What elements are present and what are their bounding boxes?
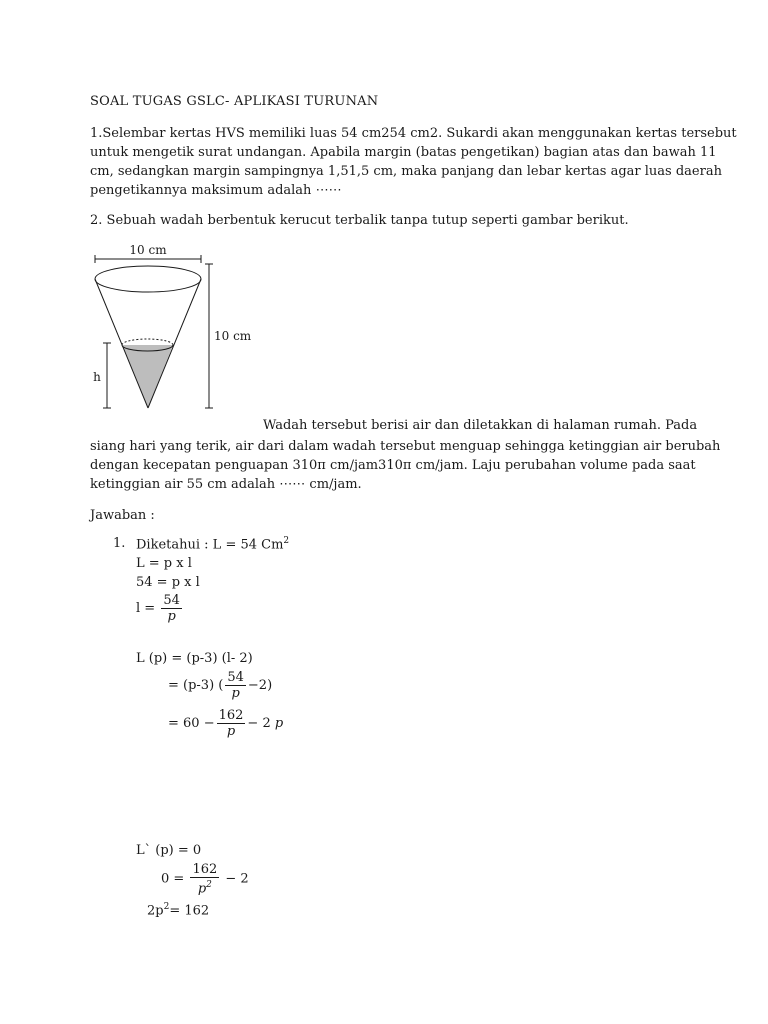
question-1-line: untuk mengetik surat undangan. Apabila margin (batas pengetikan) bagian atas dan bawah 11 (90, 145, 717, 160)
document-title: SOAL TUGAS GSLC- APLIKASI TURUNAN (90, 94, 379, 109)
water-height-label: h (93, 370, 101, 384)
step-3-suffix: − 2 (247, 716, 271, 731)
equation-area: L = p x l (136, 556, 192, 571)
numerator: 162 (218, 708, 244, 723)
equation-l-prefix: l = (136, 601, 160, 616)
question-2-line: siang hari yang terik, air dari dalam wadah tersebut menguap sehingga ketinggian air berubah (90, 439, 721, 454)
question-2-line: ketinggian air 55 cm adalah ⋯⋯ cm/jam. (90, 477, 362, 492)
question-2-body (90, 437, 721, 494)
question-2-line: dengan kecepatan penguapan 310π cm/jam310π cm/jam. Laju perubahan volume pada saat (90, 458, 696, 473)
final-rhs: = 162 (169, 903, 210, 919)
derivative-suffix: − 2 (221, 871, 249, 887)
equation-l (136, 593, 184, 624)
cone-side-right (148, 279, 201, 408)
numerator: 54 (163, 593, 180, 608)
fraction-162-over-p-squared (190, 862, 219, 896)
fraction-54-over-p (161, 593, 182, 624)
step-2-prefix: = (p-3) ( (168, 678, 224, 693)
cone-side-left (95, 279, 148, 408)
denominator: p (231, 686, 240, 701)
cone-rim (95, 266, 201, 292)
derivative-prefix: 0 = (161, 871, 189, 887)
fraction-162-over-p (217, 708, 246, 739)
question-2-intro: 2. Sebuah wadah berbentuk kerucut terbalik tanpa tutup seperti gambar berikut. (90, 213, 629, 228)
given-text: Diketahui : L = 54 Cm (136, 537, 284, 553)
denominator: p (226, 724, 236, 739)
numerator: 54 (227, 670, 244, 685)
question-1-line: cm, sedangkan margin sampingnya 1,51,5 cm, maka panjang dan lebar kertas agar luas daerah (90, 164, 722, 179)
top-dimension-label: 10 cm (129, 243, 167, 257)
function-step-2 (168, 670, 272, 701)
final-equation (147, 902, 209, 918)
given-line (136, 536, 289, 552)
answer-number: 1. (113, 536, 126, 551)
step-3-prefix: = 60 − (168, 716, 215, 731)
question-1-line: 1.Selembar kertas HVS memiliki luas 54 cm254 cm2. Sukardi akan menggunakan kertas tersebut (90, 126, 737, 141)
water-surface-back (122, 339, 173, 345)
denominator: p (167, 609, 176, 624)
question-1 (90, 124, 737, 200)
function-step-3 (168, 708, 283, 739)
answer-heading: Jawaban : (90, 508, 155, 523)
derivative-equation (161, 862, 249, 896)
denominator (190, 878, 219, 896)
question-1-line: pengetikannya maksimum adalah ⋯⋯ (90, 183, 342, 198)
question-2-line: Wadah tersebut berisi air dan diletakkan di halaman rumah. Pada (263, 418, 698, 433)
denominator-base: p (197, 881, 207, 897)
final-exponent: 2 (163, 902, 170, 912)
given-exponent: 2 (283, 536, 290, 546)
equation-54: 54 = p x l (136, 575, 200, 590)
variable-p: p (274, 716, 284, 731)
function-definition: L (p) = (p-3) (l- 2) (136, 651, 253, 666)
cone-figure (88, 240, 268, 415)
step-2-suffix: −2) (247, 678, 273, 693)
fraction-54-over-p (225, 670, 246, 701)
numerator: 162 (192, 862, 218, 877)
denominator-exponent: 2 (206, 880, 212, 890)
final-lhs: 2p (147, 903, 164, 919)
water-fill (122, 345, 173, 408)
derivative-zero: L` (p) = 0 (136, 843, 202, 858)
height-dimension-label: 10 cm (214, 329, 252, 343)
